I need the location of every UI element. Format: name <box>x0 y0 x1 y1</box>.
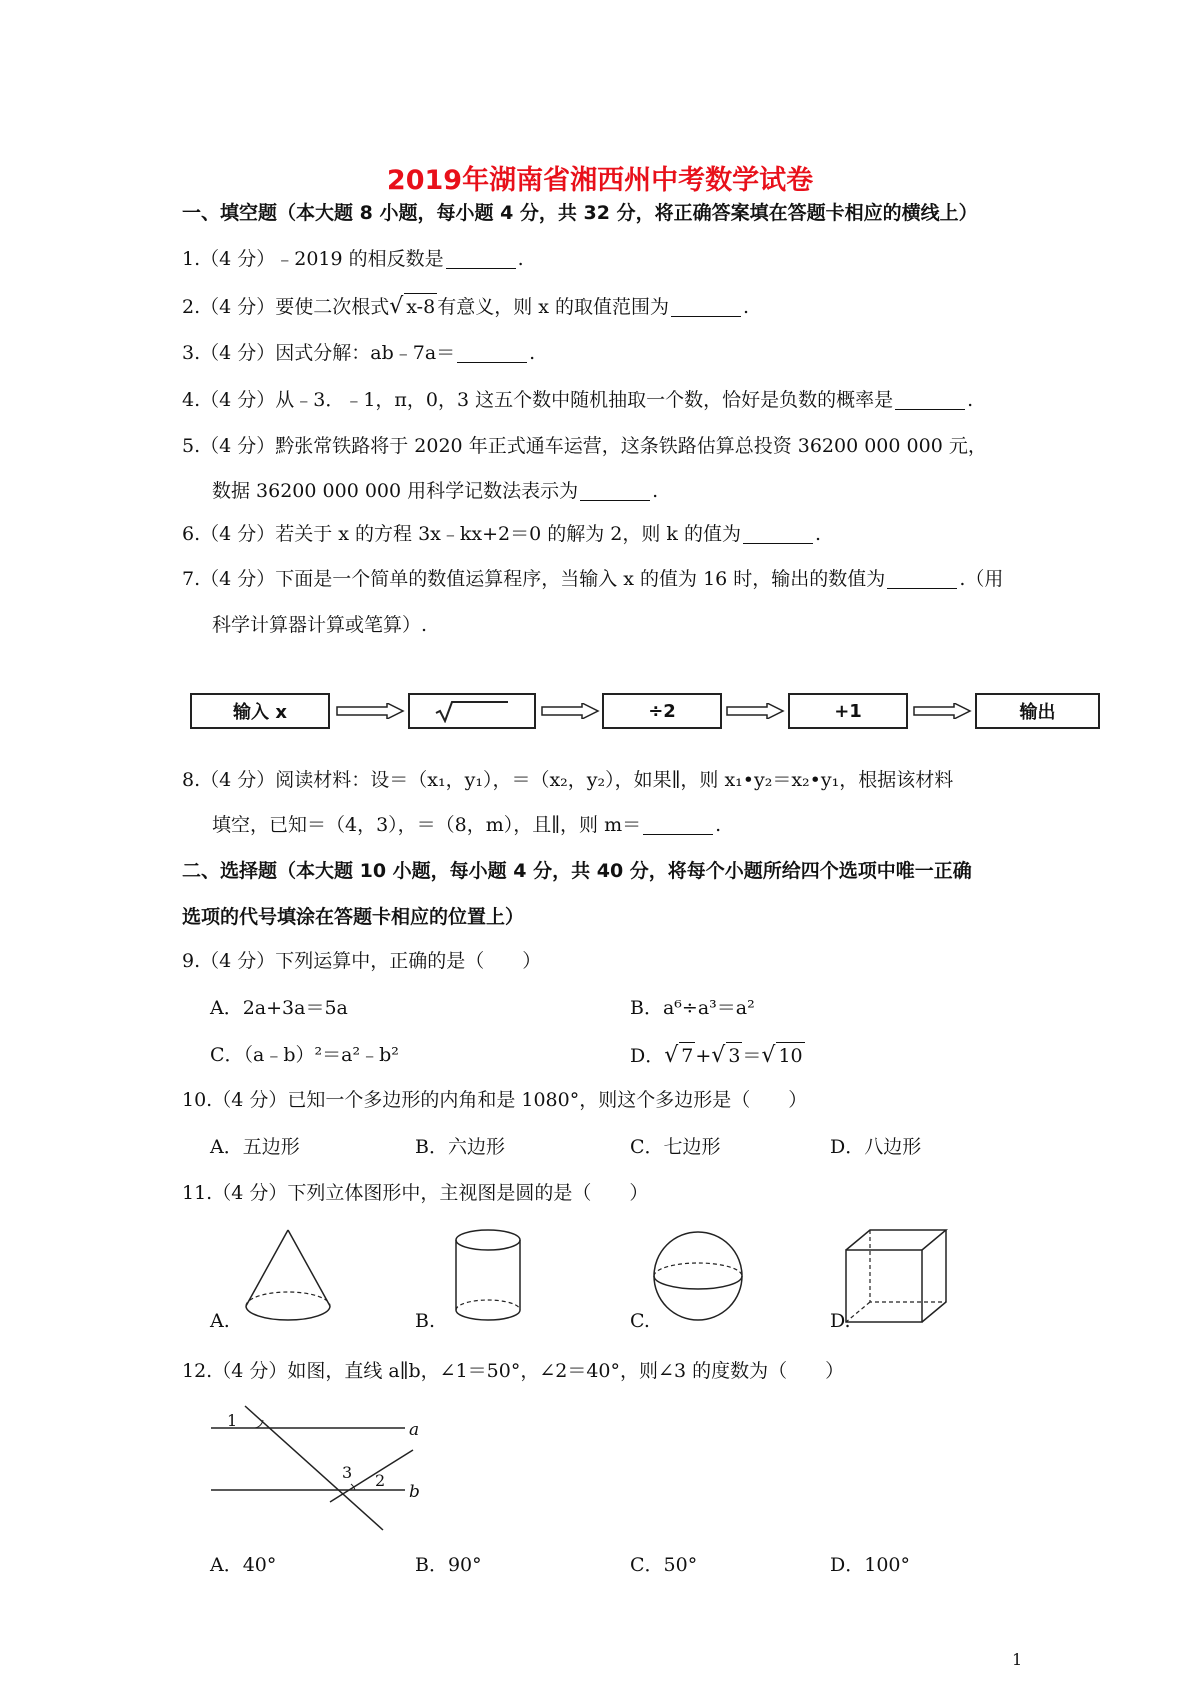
plus-sign: + <box>695 1045 712 1067</box>
answer-blank <box>895 389 965 410</box>
flow-divide-box: ÷2 <box>602 693 722 729</box>
section-2-heading: 二、选择题（本大题 10 小题，每小题 4 分，共 40 分，将每个小题所给四个选项中唯一正确 <box>182 860 972 882</box>
q9-option-d <box>630 1042 805 1069</box>
answer-blank <box>671 296 741 317</box>
section-1-heading: 一、填空题（本大题 8 小题，每小题 4 分，共 32 分，将正确答案填在答题卡相应的横线上） <box>182 202 978 224</box>
q5-text: 5.（4 分）黔张常铁路将于 2020 年正式通车运营，这条铁路估算总投资 36200 000 000 元， <box>182 435 987 457</box>
q9-option-a: A．2a+3a＝5a <box>210 997 348 1019</box>
radical-sign: √ <box>761 1043 776 1068</box>
q8-text-2: 填空，已知＝（4，3），＝（8，m），且∥，则 m＝ <box>212 814 642 836</box>
q12-option-d: D．100° <box>830 1554 910 1576</box>
q2-text-2: 有意义，则 x 的取值范围为 <box>437 296 669 318</box>
option-letter: D． <box>630 1045 665 1067</box>
angle-1-label: 1 <box>227 1411 238 1430</box>
q8-text: 8.（4 分）阅读材料：设＝（x₁，y₁），＝（x₂，y₂），如果∥，则 x₁•y₂＝x₂•y₁，根据该材料 <box>182 769 954 791</box>
q11-option-a: A. <box>210 1310 230 1332</box>
q4-end: . <box>967 389 974 411</box>
question-11: 11.（4 分）下列立体图形中，主视图是圆的是（ ） <box>182 1182 649 1204</box>
q12-option-a: A．40° <box>210 1554 277 1576</box>
radical-sign: √ <box>389 294 404 319</box>
answer-blank <box>887 568 957 589</box>
page-number: 1 <box>1012 1650 1023 1669</box>
q3-end: . <box>529 342 536 364</box>
q10-option-b: B．六边形 <box>415 1136 505 1158</box>
cone-figure <box>238 1226 338 1326</box>
flow-sqrt-box <box>408 693 536 729</box>
q3-text: 3.（4 分）因式分解：ab﹣7a＝ <box>182 342 456 364</box>
q2-text: 2.（4 分）要使二次根式 <box>182 296 390 318</box>
q10-option-a: A．五边形 <box>210 1136 300 1158</box>
option-expr: a⁶÷a³＝a² <box>662 997 755 1019</box>
question-6 <box>182 521 821 547</box>
q1-text: 1.（4 分）﹣2019 的相反数是 <box>182 248 444 270</box>
answer-blank <box>643 814 713 835</box>
question-7-cont: 科学计算器计算或笔算）. <box>212 614 428 636</box>
answer-blank <box>743 523 813 544</box>
q9-option-b <box>630 995 755 1021</box>
arrow-icon <box>540 703 600 719</box>
question-9: 9.（4 分）下列运算中，正确的是（ ） <box>182 950 542 972</box>
question-5-cont <box>212 478 658 504</box>
answer-blank <box>446 248 516 269</box>
q11-option-b: B. <box>415 1310 436 1332</box>
q2-end: . <box>742 296 750 318</box>
arrow-icon <box>725 703 785 719</box>
question-12: 12.（4 分）如图，直线 a∥b，∠1＝50°，∠2＝40°，则∠3 的度数为（ ） <box>182 1360 845 1382</box>
equals-sign: ＝ <box>742 1045 762 1067</box>
question-3 <box>182 340 535 366</box>
question-5 <box>182 433 987 459</box>
sqrt-icon <box>432 699 512 723</box>
line-b-label: b <box>409 1482 420 1502</box>
question-1 <box>182 246 524 272</box>
sphere-figure <box>648 1226 748 1326</box>
angle-2-label: 2 <box>375 1471 386 1490</box>
arrow-icon <box>335 703 405 719</box>
radicand: 7 <box>679 1042 695 1069</box>
option-letter: B． <box>630 997 663 1019</box>
cube-figure <box>842 1226 952 1326</box>
question-8 <box>182 767 953 793</box>
q12-option-c: C．50° <box>630 1554 698 1576</box>
question-7 <box>182 566 1003 592</box>
question-4 <box>182 387 973 413</box>
q5-end: . <box>652 480 659 502</box>
section-2-heading-cont: 选项的代号填涂在答题卡相应的位置上） <box>182 906 525 928</box>
radical-sign: √ <box>664 1043 679 1068</box>
q7-end: .（用 <box>959 568 1004 590</box>
question-10: 10.（4 分）已知一个多边形的内角和是 1080°，则这个多边形是（ ） <box>182 1089 808 1111</box>
radicand: x-8 <box>404 293 437 320</box>
q10-option-d: D．八边形 <box>830 1136 922 1158</box>
answer-blank <box>580 480 650 501</box>
q11-option-c: C. <box>630 1310 650 1332</box>
angle-3-label: 3 <box>342 1463 353 1482</box>
flow-plus-box: +1 <box>788 693 908 729</box>
line-a-label: a <box>409 1420 420 1440</box>
answer-blank <box>457 342 527 363</box>
page-title: 2019年湖南省湘西州中考数学试卷 <box>386 165 814 196</box>
q7-text: 7.（4 分）下面是一个简单的数值运算程序，当输入 x 的值为 16 时，输出的数值为 <box>182 568 886 590</box>
question-8-cont <box>212 812 721 838</box>
radicand: 3 <box>726 1042 742 1069</box>
radicand: 10 <box>776 1042 804 1069</box>
parallel-lines-figure <box>205 1400 445 1540</box>
q8-end: . <box>715 814 722 836</box>
flow-input-box: 输入 x <box>190 693 330 729</box>
q6-end: . <box>814 523 822 545</box>
q11-option-d: D. <box>830 1310 851 1332</box>
question-2 <box>182 293 749 320</box>
q5-text-2: 数据 36200 000 000 用科学记数法表示为 <box>212 480 579 502</box>
radical-sign: √ <box>711 1043 726 1068</box>
q12-option-b: B．90° <box>415 1554 482 1576</box>
cylinder-figure <box>448 1226 528 1326</box>
q9-option-c: C．（a﹣b）²＝a²﹣b² <box>210 1044 399 1066</box>
q6-text: 6.（4 分）若关于 x 的方程 3x﹣kx+2＝0 的解为 2，则 k 的值为 <box>182 523 741 545</box>
q4-text: 4.（4 分）从﹣3．﹣1，π，0，3 这五个数中随机抽取一个数，恰好是负数的概率是 <box>182 389 894 411</box>
q10-option-c: C．七边形 <box>630 1136 721 1158</box>
q1-end: . <box>517 248 524 270</box>
flow-output-box: 输出 <box>975 693 1100 729</box>
arrow-icon <box>912 703 972 719</box>
